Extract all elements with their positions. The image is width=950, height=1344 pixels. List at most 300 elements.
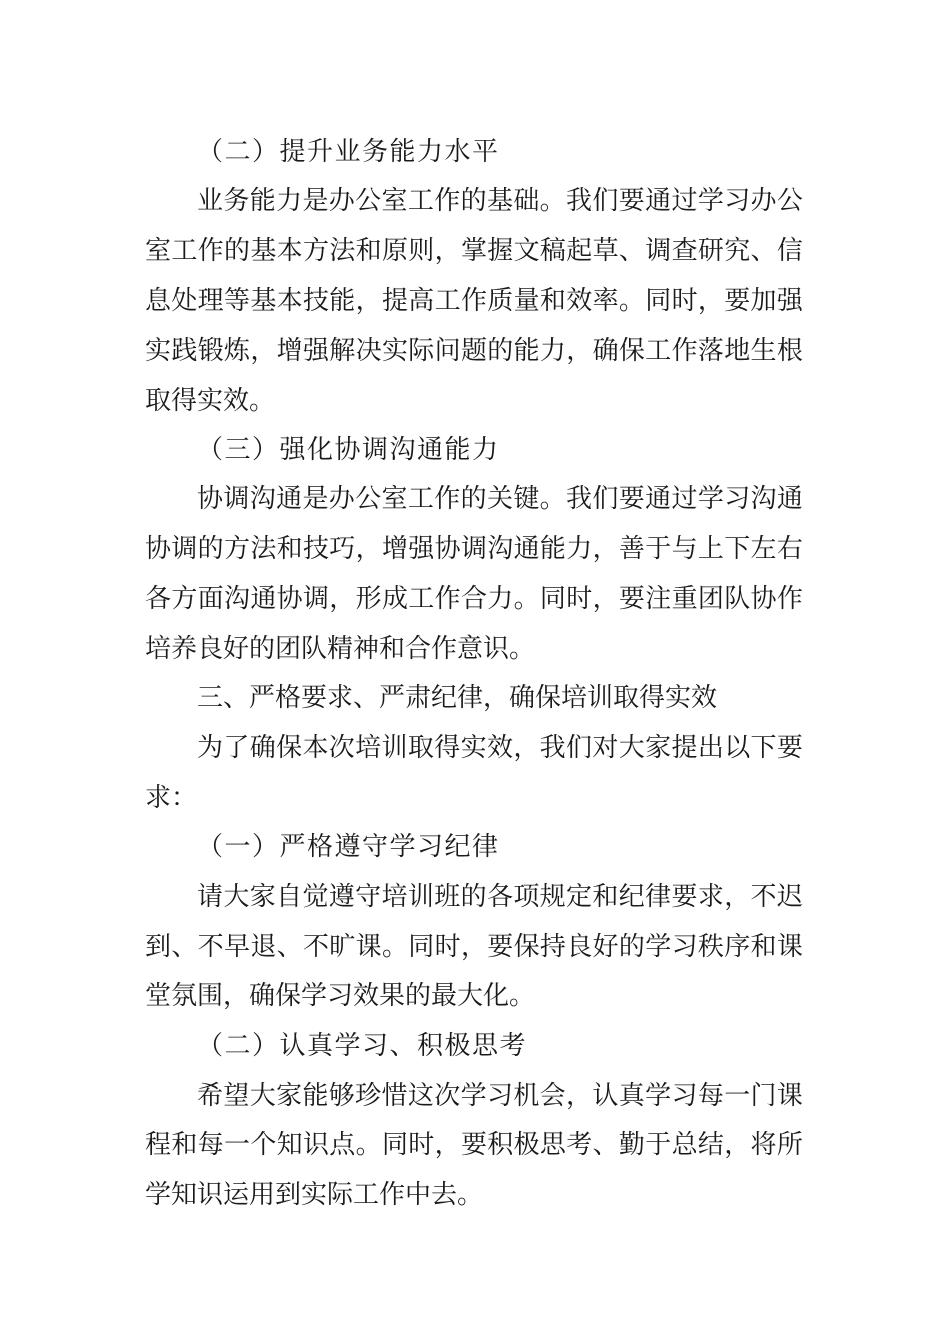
glyph: 效 [486, 733, 513, 763]
glyph: 知 [276, 1130, 303, 1160]
glyph: 是 [302, 484, 329, 514]
glyph: 不 [197, 932, 224, 962]
glyph: ， [434, 236, 461, 266]
paragraph-line [0, 922, 950, 972]
justified-text [145, 1120, 803, 1170]
glyph: 根 [776, 336, 803, 366]
glyph: 地 [724, 336, 751, 366]
glyph: 。 [381, 932, 408, 962]
glyph: 调 [171, 534, 198, 564]
glyph: 下 [750, 733, 777, 763]
glyph: 于 [645, 1130, 672, 1160]
glyph: 取 [407, 733, 434, 763]
glyph: ， [592, 534, 619, 564]
chapter-heading: 三、严格要求、严肃纪律，确保培训取得实效 [197, 683, 718, 713]
section-heading: （一）严格遵守学习纪律 [197, 832, 500, 862]
glyph: 强 [408, 534, 435, 564]
glyph: 时 [566, 584, 593, 614]
glyph: 法 [329, 236, 356, 266]
paragraph-line-last: 培养良好的团队精神和合作意识。 [145, 634, 536, 664]
glyph: 要 [724, 286, 751, 316]
glyph: 持 [539, 932, 566, 962]
glyph: 加 [750, 286, 777, 316]
glyph: 信 [776, 236, 803, 266]
glyph: 的 [618, 932, 645, 962]
glyph: 我 [566, 186, 593, 216]
glyph: 决 [355, 336, 382, 366]
glyph: 理 [197, 286, 224, 316]
glyph: 要 [618, 584, 645, 614]
glyph: 出 [697, 733, 724, 763]
glyph: 各 [486, 882, 513, 912]
paragraph-line [0, 872, 950, 922]
justified-text [145, 276, 803, 326]
glyph: 班 [434, 882, 461, 912]
glyph: 量 [513, 286, 540, 316]
paragraph-line-last: 堂氛围，确保学习效果的最大化。 [145, 981, 536, 1011]
glyph: ， [460, 932, 487, 962]
glyph: 好 [592, 932, 619, 962]
glyph: 技 [302, 534, 329, 564]
glyph: 不 [302, 932, 329, 962]
glyph: 协 [750, 584, 777, 614]
glyph: 作 [460, 286, 487, 316]
glyph: ， [250, 336, 277, 366]
glyph: 惜 [381, 1081, 408, 1111]
glyph: 律 [645, 882, 672, 912]
glyph: 草 [592, 236, 619, 266]
glyph: 等 [223, 286, 250, 316]
glyph: 思 [539, 1130, 566, 1160]
glyph: 通 [276, 484, 303, 514]
glyph: 能 [329, 286, 356, 316]
glyph: 学 [645, 1081, 672, 1111]
glyph: 迟 [776, 882, 803, 912]
glyph: 学 [697, 186, 724, 216]
glyph: 规 [539, 882, 566, 912]
glyph: 协 [197, 484, 224, 514]
glyph: 守 [355, 882, 382, 912]
glyph: 原 [381, 236, 408, 266]
glyph: 的 [487, 336, 514, 366]
glyph: 力 [276, 186, 303, 216]
glyph: 请 [197, 882, 224, 912]
glyph: 认 [592, 1081, 619, 1111]
glyph: 能 [302, 1081, 329, 1111]
glyph: 作 [197, 236, 224, 266]
glyph: 工 [434, 286, 461, 316]
glyph: 以 [724, 733, 751, 763]
glyph: 方 [302, 236, 329, 266]
glyph: 落 [697, 336, 724, 366]
glyph: 和 [750, 932, 777, 962]
glyph: 研 [697, 236, 724, 266]
paragraph-line [0, 723, 950, 773]
glyph: 础 [513, 186, 540, 216]
glyph: 强 [302, 336, 329, 366]
glyph: 识 [302, 1130, 329, 1160]
glyph: 技 [302, 286, 329, 316]
glyph: 题 [460, 336, 487, 366]
glyph: 率 [592, 286, 619, 316]
justified-text [145, 326, 803, 376]
glyph: 稿 [539, 236, 566, 266]
glyph: 实 [145, 336, 172, 366]
glyph: 高 [408, 286, 435, 316]
glyph: 个 [250, 1130, 277, 1160]
glyph: 作 [776, 584, 803, 614]
glyph: 每 [697, 1081, 724, 1111]
glyph: 力 [566, 534, 593, 564]
glyph: 纪 [618, 882, 645, 912]
glyph: 室 [145, 236, 172, 266]
glyph: 课 [355, 932, 382, 962]
glyph: ， [355, 534, 382, 564]
glyph: 大 [223, 882, 250, 912]
glyph: 务 [223, 186, 250, 216]
glyph: 文 [513, 236, 540, 266]
glyph: 业 [197, 186, 224, 216]
glyph: 息 [145, 286, 172, 316]
glyph: 时 [434, 932, 461, 962]
glyph: 践 [171, 336, 198, 366]
glyph: 沟 [487, 534, 514, 564]
glyph: 对 [592, 733, 619, 763]
glyph: ， [724, 1130, 751, 1160]
glyph: 。 [539, 186, 566, 216]
glyph: 要 [618, 484, 645, 514]
glyph: 程 [145, 1130, 172, 1160]
glyph: 点 [329, 1130, 356, 1160]
justified-text [197, 872, 803, 922]
glyph: 够 [328, 1081, 355, 1111]
glyph: 处 [171, 286, 198, 316]
glyph: 办 [328, 484, 355, 514]
glyph: 机 [513, 1081, 540, 1111]
glyph: 调 [460, 534, 487, 564]
glyph: 通 [513, 534, 540, 564]
glyph: 基 [250, 286, 277, 316]
glyph: 珍 [355, 1081, 382, 1111]
glyph: 要 [460, 1130, 487, 1160]
glyph: 到 [145, 932, 172, 962]
glyph: 这 [407, 1081, 434, 1111]
glyph: 不 [750, 882, 777, 912]
glyph: 、 [171, 932, 198, 962]
glyph: 通 [645, 484, 672, 514]
glyph: 公 [355, 186, 382, 216]
glyph: 提 [381, 286, 408, 316]
glyph: 要 [776, 733, 803, 763]
paragraph-line-last: 学知识运用到实际工作中去。 [145, 1180, 484, 1210]
glyph: 习 [671, 1081, 698, 1111]
section-heading: （三）强化协调沟通能力 [197, 435, 500, 465]
glyph: 办 [750, 186, 777, 216]
glyph: 良 [566, 932, 593, 962]
glyph: ， [329, 584, 356, 614]
glyph: 旷 [329, 932, 356, 962]
glyph: 协 [145, 534, 172, 564]
glyph: 协 [434, 534, 461, 564]
glyph: 了 [223, 733, 250, 763]
glyph: 门 [750, 1081, 777, 1111]
justified-text [145, 574, 803, 624]
glyph: 调 [645, 236, 672, 266]
glyph: 同 [645, 286, 672, 316]
glyph: 方 [171, 584, 198, 614]
glyph: 遵 [328, 882, 355, 912]
glyph: 能 [539, 534, 566, 564]
glyph: 生 [750, 336, 777, 366]
glyph: 和 [539, 286, 566, 316]
glyph: 结 [697, 1130, 724, 1160]
glyph: 保 [276, 733, 303, 763]
glyph: 要 [487, 932, 514, 962]
glyph: 工 [408, 584, 435, 614]
glyph: 和 [276, 534, 303, 564]
glyph: 注 [645, 584, 672, 614]
justified-text [145, 524, 803, 574]
glyph: 与 [671, 534, 698, 564]
glyph: 沟 [249, 484, 276, 514]
glyph: ， [724, 882, 751, 912]
glyph: 于 [645, 534, 672, 564]
glyph: 我 [566, 484, 593, 514]
glyph: 善 [618, 534, 645, 564]
glyph: 团 [697, 584, 724, 614]
glyph: 锻 [197, 336, 224, 366]
glyph: 能 [249, 186, 276, 216]
glyph: 要 [671, 882, 698, 912]
glyph: 大 [618, 733, 645, 763]
glyph: 的 [223, 236, 250, 266]
glyph: 学 [697, 484, 724, 514]
glyph: 沟 [223, 584, 250, 614]
glyph: 习 [671, 932, 698, 962]
glyph: ， [434, 1130, 461, 1160]
paragraph-line [0, 276, 950, 326]
glyph: 炼 [223, 336, 250, 366]
glyph: 力 [487, 584, 514, 614]
glyph: 真 [618, 1081, 645, 1111]
paragraph-line [0, 1120, 950, 1170]
glyph: 的 [460, 882, 487, 912]
glyph: 训 [407, 882, 434, 912]
glyph: 各 [145, 584, 172, 614]
glyph: 本 [302, 733, 329, 763]
glyph: 作 [671, 336, 698, 366]
glyph: 质 [487, 286, 514, 316]
glyph: 们 [592, 484, 619, 514]
glyph: 和 [171, 1130, 198, 1160]
glyph: 训 [381, 733, 408, 763]
glyph: 一 [223, 1130, 250, 1160]
glyph: 和 [592, 882, 619, 912]
glyph: 室 [381, 186, 408, 216]
paragraph-line [0, 524, 950, 574]
glyph: 保 [618, 336, 645, 366]
glyph: 次 [434, 1081, 461, 1111]
glyph: 形 [355, 584, 382, 614]
glyph: 家 [249, 882, 276, 912]
glyph: 法 [250, 534, 277, 564]
justified-text [197, 1071, 803, 1121]
glyph: 队 [724, 584, 751, 614]
glyph: 工 [171, 236, 198, 266]
glyph: ， [566, 1081, 593, 1111]
glyph: 的 [197, 534, 224, 564]
glyph: 巧 [329, 534, 356, 564]
paragraph-line [0, 574, 950, 624]
glyph: 协 [276, 584, 303, 614]
justified-text [145, 226, 803, 276]
glyph: 勤 [618, 1130, 645, 1160]
glyph: 的 [460, 484, 487, 514]
section-heading: （二）提升业务能力水平 [197, 137, 500, 167]
glyph: 时 [671, 286, 698, 316]
glyph: 定 [566, 882, 593, 912]
glyph: 时 [408, 1130, 435, 1160]
glyph: 课 [776, 932, 803, 962]
glyph: 项 [513, 882, 540, 912]
glyph: 们 [592, 186, 619, 216]
glyph: 家 [645, 733, 672, 763]
glyph: 公 [776, 186, 803, 216]
glyph: 问 [434, 336, 461, 366]
glyph: 基 [250, 236, 277, 266]
glyph: 退 [250, 932, 277, 962]
glyph: 作 [434, 584, 461, 614]
glyph: 序 [724, 932, 751, 962]
glyph: 学 [460, 1081, 487, 1111]
glyph: 究 [724, 236, 751, 266]
glyph: 本 [276, 236, 303, 266]
glyph: 秩 [697, 932, 724, 962]
glyph: 面 [197, 584, 224, 614]
glyph: 课 [776, 1081, 803, 1111]
justified-text [145, 922, 803, 972]
glyph: 查 [671, 236, 698, 266]
glyph: 效 [566, 286, 593, 316]
glyph: 所 [776, 1130, 803, 1160]
glyph: 际 [408, 336, 435, 366]
glyph: 键 [513, 484, 540, 514]
glyph: 。 [618, 286, 645, 316]
glyph: 调 [302, 584, 329, 614]
paragraph-line [0, 1071, 950, 1121]
glyph: 习 [724, 186, 751, 216]
glyph: 、 [750, 236, 777, 266]
glyph: 办 [328, 186, 355, 216]
glyph: 沟 [750, 484, 777, 514]
glyph: 早 [223, 932, 250, 962]
glyph: 成 [381, 584, 408, 614]
glyph: 增 [276, 336, 303, 366]
glyph: 习 [724, 484, 751, 514]
glyph: 和 [355, 236, 382, 266]
glyph: 左 [750, 534, 777, 564]
glyph: 作 [434, 484, 461, 514]
glyph: 得 [434, 733, 461, 763]
glyph: 则 [408, 236, 435, 266]
glyph: 要 [618, 186, 645, 216]
glyph: 家 [276, 1081, 303, 1111]
glyph: 为 [197, 733, 224, 763]
justified-text [197, 474, 803, 524]
justified-text [197, 176, 803, 226]
glyph: 力 [539, 336, 566, 366]
glyph: 培 [355, 733, 382, 763]
glyph: 重 [671, 584, 698, 614]
glyph: 大 [249, 1081, 276, 1111]
paragraph-line [0, 226, 950, 276]
glyph: 上 [697, 534, 724, 564]
glyph: 调 [223, 484, 250, 514]
glyph: 握 [487, 236, 514, 266]
glyph: 会 [539, 1081, 566, 1111]
glyph: 自 [276, 882, 303, 912]
glyph: 合 [460, 584, 487, 614]
glyph: 。 [355, 1130, 382, 1160]
glyph: 过 [671, 186, 698, 216]
glyph: 、 [592, 1130, 619, 1160]
glyph: 工 [645, 336, 672, 366]
glyph: 下 [724, 534, 751, 564]
glyph: ， [566, 336, 593, 366]
glyph: 起 [566, 236, 593, 266]
glyph: ， [355, 286, 382, 316]
glyph: 解 [329, 336, 356, 366]
glyph: 希 [197, 1081, 224, 1111]
glyph: 、 [276, 932, 303, 962]
paragraph-line [0, 326, 950, 376]
glyph: 次 [328, 733, 355, 763]
glyph: 右 [776, 534, 803, 564]
glyph: 们 [566, 733, 593, 763]
glyph: 通 [645, 186, 672, 216]
glyph: 过 [671, 484, 698, 514]
glyph: 的 [460, 186, 487, 216]
glyph: 强 [776, 286, 803, 316]
paragraph-line-last: 取得实效。 [145, 386, 276, 416]
glyph: 本 [276, 286, 303, 316]
glyph: 同 [539, 584, 566, 614]
glyph: 通 [776, 484, 803, 514]
glyph: 室 [381, 484, 408, 514]
glyph: 工 [407, 186, 434, 216]
glyph: ， [592, 584, 619, 614]
glyph: 一 [724, 1081, 751, 1111]
glyph: 是 [302, 186, 329, 216]
glyph: 将 [750, 1130, 777, 1160]
glyph: 能 [513, 336, 540, 366]
glyph: 总 [671, 1130, 698, 1160]
glyph: 确 [592, 336, 619, 366]
glyph: 实 [381, 336, 408, 366]
glyph: 习 [486, 1081, 513, 1111]
glyph: 实 [460, 733, 487, 763]
glyph: 望 [223, 1081, 250, 1111]
glyph: 学 [645, 932, 672, 962]
glyph: 提 [671, 733, 698, 763]
glyph: 公 [355, 484, 382, 514]
glyph: 增 [381, 534, 408, 564]
glyph: 关 [486, 484, 513, 514]
glyph: ， [513, 733, 540, 763]
glyph: 每 [197, 1130, 224, 1160]
glyph: ， [697, 286, 724, 316]
glyph: 极 [513, 1130, 540, 1160]
